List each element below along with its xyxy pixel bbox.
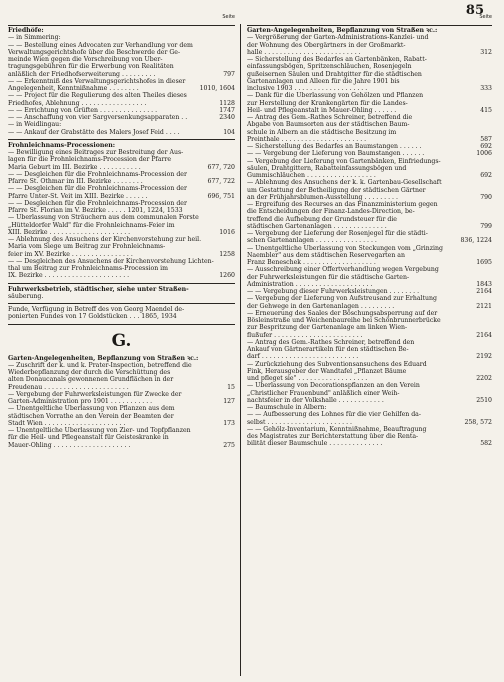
index-entry-line [247,303,492,310]
header-rule [247,25,492,26]
index-entry-line [247,419,492,426]
entry-text: — Überlassung von Sträuchern aus dem communalen Forste [8,214,199,222]
index-entry-line [8,85,235,92]
page-reference: 2121 [476,302,492,310]
entry-text: städtischen Vorrathe an den Verein der Beamten der [8,412,174,420]
entry-text: darf . . . . . . . . . . . . . . . . . . . . . . . . . [247,353,359,361]
page-reference: 790 [480,193,492,201]
index-entry-line [8,42,235,49]
index-entry-line [8,71,235,78]
index-entry-line [8,78,235,85]
index-entry-line [8,171,235,178]
index-entry-line [8,243,235,250]
entry-text: — — Erkenntniß des Verwaltungsgerichtshofes in dieser [8,77,186,85]
index-entry-line [8,258,235,265]
index-entry-line [247,150,492,157]
entry-text: Stadt Wien . . . . . . . . . . . . . . . . . . . . . [8,419,126,427]
entry-text: Pfarre St. Florian im V. Bezirke . . . . . 1201, 1224, 1533 [8,207,183,214]
index-entry-line [8,56,235,63]
index-entry-line [247,92,492,99]
index-entry-line [8,34,235,41]
index-entry-line [8,185,235,192]
index-entry-line [247,390,492,397]
entry-text: bilität dieser Baumschule . . . . . . . . . . . . . . [247,440,383,448]
page-reference: 2164 [476,331,492,339]
entry-text: nachtsfeier in der Volkshalle . . . . . . . . . . . . [247,396,384,404]
entry-text: ponierten Fundes von 17 Goldstücken . . . 1865, 1934 [8,313,177,321]
entry-text: Maria vom Siege um Beitrag zur Frohnleichnams- [8,243,166,251]
index-entry-line [247,237,492,244]
index-entry-line [8,114,235,121]
entry-text: — in Weidlingau: [8,121,62,129]
entry-text: — Vergebung der Lieferung der Rosenjegel für die städti- [247,230,428,237]
index-entry-line [8,164,235,171]
index-entry-line [8,121,235,128]
entry-text: schen Gartenanlagen . . . . . . . . . . . . . . . . [247,237,377,245]
entry-text: Heil- und Pflegeanstalt in Mauer-Öhling . . . . . . [247,106,397,114]
entry-text: — Ausschreibung einer Offertverhandlung wegen Vergebung [247,266,439,274]
index-entry-line [8,200,235,207]
index-entry-line [247,382,492,389]
entry-text: — Erneuerung des Saales der Böschungsabsperrung auf der [247,309,438,317]
index-entry-line [247,397,492,404]
index-entry-line [247,158,492,165]
index-entry-line [247,274,492,281]
page-reference: 1006 [476,150,492,158]
entry-text: G. [111,330,132,351]
entry-text: Abgabe von Baumsorten aus der städtischen Baum- [247,121,410,129]
entry-text: „Hütteldorfer Wald" für die Frohnleichnams-Feier im [8,221,175,229]
index-entry-line [8,405,235,412]
entry-text: thal um Beitrag zur Frohnleichnams-Procession im [8,265,168,272]
page-reference: 582 [480,440,492,448]
index-entry-line [247,121,492,128]
index-entry-line [247,368,492,375]
entry-text: selbst . . . . . . . . . . . . . . . . . . . . . . [247,418,352,426]
entry-text: — — Vergebung der Lieferung von Baumstangen . . . . . . [247,150,425,158]
entry-text: halle . . . . . . . . . . . . . . . . . . . . . . . . . [247,48,361,56]
index-entry-line [247,56,492,63]
entry-text: — — Desgleichen für die Frohnleichnams-Procession der [8,170,187,178]
index-entry-line [8,265,235,272]
entry-text: — — Desgleichen für die Frohnleichnams-Procession der [8,199,187,207]
index-entry-line [8,92,235,99]
left-column [8,14,235,449]
index-entry-line [8,236,235,243]
index-entry-line [247,78,492,85]
index-entry-line [247,179,492,186]
entry-text: — Unentgeltliche Überlassung von Pflanzen aus dem [8,405,175,413]
index-entry-line [247,223,492,230]
section-rule [8,139,235,140]
entry-text: um Gestattung der Betheiligung der städtischen Gärtner [247,186,426,194]
index-entry-line [8,391,235,398]
entry-text: Ankauf von Gärtnerartikeln für den städtischen Be- [247,346,409,353]
index-entry-line [8,149,235,156]
index-entry-line [8,413,235,420]
entry-text: Wiederbepflanzung der durch die Verschüttung des [8,369,171,376]
entry-text: anläßlich der Friedhofserweiterung . . . . . . . . . [8,70,156,78]
section-rule [8,303,235,304]
entry-text: Franz Beneschek . . . . . . . . . . . . . . . . . . . [247,259,376,266]
index-entry-line [247,63,492,70]
page-reference: 333 [480,85,492,92]
entry-text: — Baumschule in Albern: [247,404,327,411]
index-entry-line [247,266,492,273]
page-reference: 2164 [476,288,492,295]
entry-text: Freudenau . . . . . . . . . . . . . . . . . . . . . . [8,383,129,391]
entry-text: „Christlicher Frauenbund" anläßlich einer Weih- [247,389,400,397]
entry-text: die Entscheidungen der Finanz-Landes-Direction, be- [247,208,415,216]
entry-text: des Magistrates zur Berichterstattung über die Renta- [247,433,419,440]
page-reference: 677, 720 [207,163,235,171]
page-reference: 258, 572 [464,418,492,426]
index-entry-line [247,100,492,107]
page-reference: 15 [227,383,235,391]
entry-text: treffend die Aufhebung der Grundsteuer für die [247,215,397,223]
section-letter [8,331,235,351]
index-entry-line [8,63,235,70]
page-reference: 1010, 1604 [199,85,235,92]
index-entry-line [247,310,492,317]
index-entry-line [8,313,235,320]
entry-text: Garten-Administration pro 1901 . . . . . . . . . . . [8,398,153,405]
page-reference: 1128 [219,99,235,107]
index-entry-line [8,229,235,236]
entry-text: — Unentgeltliche Überlassung von Zier- und Topfpflanzen [8,427,191,434]
entry-text: — Antrag des Gem.-Rathes Schreiner, betreffend den [247,338,415,346]
entry-text: inclusive 1903 . . . . . . . . . . . . . . . . . . . [247,85,368,92]
index-entry-line [247,339,492,346]
index-entry-line [247,230,492,237]
entry-text: — — Desgleichen des Ansuchens der Kirchenvorstehung Lichten- [8,257,214,265]
index-entry-line [247,201,492,208]
entry-text: — — Ankauf der Grabstätte des Malers Josef Feid . . . . [8,128,180,136]
entry-text: der Gehwege in den Gartenanlagen . . . . . . . . . [247,302,395,310]
index-entry-line [247,324,492,331]
page-reference: 1695 [476,259,492,266]
entry-text: Naembler" aus dem städtischen Reservegarten an [247,251,405,259]
entry-text: — Unentgeltliche Überlassung von Steckungen vom „Grinzing [247,244,443,252]
entry-text: — — Errichtung von Grüften . . . . . . . . . . . . . . . [8,106,158,114]
page-reference: 2340 [219,114,235,121]
index-entry-line [247,143,492,150]
page-reference: 2510 [476,396,492,404]
page-reference: 2192 [476,353,492,361]
index-entry-line [247,346,492,353]
page-reference: 275 [223,441,235,449]
page-reference: 692 [480,172,492,179]
entry-text: städtischen Gartenanlagen . . . . . . . . . . . . . . [247,222,387,230]
index-entry-line [8,293,235,300]
index-entry-line [8,272,235,279]
page-reference: 696, 751 [207,192,235,200]
index-entry-line [247,375,492,382]
index-entry-line [247,281,492,288]
page-reference: 1016 [219,228,235,236]
page-reference: 2202 [476,375,492,382]
entry-text: Preinthale . . . . . . . . . . . . . . . . . . . . . . [247,135,367,143]
page-reference: 677, 722 [207,178,235,185]
index-entry-line [8,156,235,163]
entry-text: Mauer-Öhling . . . . . . . . . . . . . . . . . . . . [8,441,131,449]
index-entry-line [247,71,492,78]
entry-text: — — Bestellung eines Advocaten zur Verhandlung vor dem [8,41,193,49]
index-entry-line [247,259,492,266]
page-reference: 173 [223,419,235,427]
index-entry-line [8,100,235,107]
page-reference: 692 [480,143,492,150]
index-entry-line [8,129,235,136]
index-entry-line [247,245,492,252]
entry-text: — Sicherstellung des Bedarfes an Baumstangen . . . . . . [247,143,422,150]
index-entry-line [247,433,492,440]
entry-text: — Überlassung von Decorationspflanzen an den Verein [247,382,420,390]
index-heading [8,27,235,34]
page-reference: 799 [480,222,492,230]
index-entry-line [8,442,235,449]
entry-text: — Ablehnung des Ansuchens der Kirchenvorstehung zur heil. [8,236,202,243]
index-entry-line [247,295,492,302]
index-entry-line [247,404,492,411]
entry-text: — Ergreifung des Recurses an das Finanzministerium gegen [247,201,438,208]
page-number: 85 [465,3,484,18]
entry-text: säuberung. [8,292,44,300]
entry-text: Friedhöfe: [8,27,44,34]
index-heading [8,355,235,362]
entry-text: Verwaltungsgerichtshofe über die Beschwerde der Ge- [8,48,181,56]
page-reference: 1747 [219,106,235,114]
section-rule [8,283,235,284]
index-entry-line [8,398,235,405]
entry-text: — Ablehnung des Ansuchens der k. k. Gartenbau-Gesellschaft [247,179,442,187]
entry-text: Frohnleichnams-Processionen: [8,141,116,149]
entry-text: für die Heil- und Pflegeanstalt für Geisteskranke in [8,434,169,442]
entry-text: und pfleget sie" . . . . . . . . . . . . . . . . . . [247,375,368,382]
index-entry-line [8,207,235,214]
index-entry-line [247,172,492,179]
index-entry-line [8,376,235,383]
entry-text: Fink, Herausgeber der Wandtafel „Pflanzet Bäume [247,367,407,375]
index-entry-line [247,332,492,339]
entry-text: — Sicherstellung des Bedarfes an Gartenbänken, Rabatt- [247,56,427,63]
entry-text: der Wohnung des Obergärtners in der Großmarkt- [247,41,406,49]
entry-text: Funde, Verfügung in Betreff des von Georg Maendel de- [8,306,185,313]
entry-text: schule in Albern an die städtische Besitzung im [247,128,397,136]
entry-text: XIII. Bezirke . . . . . . . . . . . . . . . . . . . . . [8,228,131,236]
index-entry-line [8,49,235,56]
entry-text: zur Herstellung der Krankengärten für die Landes- [247,99,408,107]
page-reference: 1260 [219,272,235,280]
index-entry-line [247,49,492,56]
index-entry-line [247,136,492,143]
index-heading [8,142,235,149]
column-divider [240,24,241,676]
right-column [247,14,492,448]
entry-text: säulen, Drahtgittern, Rabatteinfassungsbögen und [247,164,407,172]
index-heading [247,27,492,34]
page-reference: 1258 [219,250,235,258]
entry-text: IX. Bezirke . . . . . . . . . . . . . . . . . . . . . . [8,272,130,280]
index-entry-line [8,427,235,434]
entry-text: feier im XV. Bezirke . . . . . . . . . . . . . . . . [8,250,133,258]
entry-text: Pfarre St. Othmar im III. Bezirke . . . . . . . . [8,178,143,185]
index-entry-line [8,306,235,313]
column-head-label: Seite [222,14,235,20]
index-entry-line [247,85,492,92]
entry-text: Gummischläuchen . . . . . . . . . . . . . . . . . . [247,172,376,179]
index-entry-line [8,434,235,441]
index-entry-line [247,107,492,114]
index-entry-line [247,216,492,223]
index-entry-line [247,187,492,194]
entry-text: — Vergrößerung der Garten-Administrations-Kanzlei- und [247,34,429,42]
entry-text: Friedhofes, Ablehnung . . . . . . . . . . . . . . . . . [8,99,147,107]
index-entry-line [247,42,492,49]
index-entry-line [8,251,235,258]
entry-text: tragungsgebühren für die Erwerbung von Realitäten [8,63,174,71]
page-reference: 836, 1224 [460,237,492,245]
index-entry-line [247,317,492,324]
index-entry-line [247,34,492,41]
entry-text: — Bewilligung eines Beitrages zur Bestreitung der Aus- [8,149,184,156]
entry-text: — Dank für die Überlassung von Gehölzen und Pflanzen [247,92,424,100]
index-heading [8,286,235,293]
index-entry-line [8,178,235,185]
page-reference: 415 [480,106,492,114]
index-entry-line [247,426,492,433]
entry-text: Garten-Angelegenheiten, Bepflanzung von Straßen ꝛc.: [247,27,438,34]
index-entry-line [247,361,492,368]
index-entry-line [247,252,492,259]
index-entry-line [8,420,235,427]
page-reference: 587 [480,135,492,143]
entry-text: — — Vergebung dieser Fuhrwerksleistungen . . . . . . . . [247,288,420,295]
entry-text: alten Donaucanals gewonnenen Grundflächen in der [8,376,174,384]
entry-text: Maria Geburt im III. Bezirke . . . . . . . . . . . [8,163,141,171]
entry-text: Fuhrwerksbetrieb, städtischer, siehe unter Straßen- [8,285,189,293]
index-entry-line [8,107,235,114]
entry-text: — in Simmering: [8,34,61,42]
index-entry-line [247,129,492,136]
entry-text: an der Frühjahrsblumen-Ausstellung . . . . . . . . . [247,193,398,201]
page-reference: 104 [223,128,235,136]
entry-text: der Fuhrwerksleistungen für die städtische Garten- [247,273,410,281]
entry-text: Administration . . . . . . . . . . . . . . . . . . . . [247,280,373,288]
index-entry-line [8,362,235,369]
entry-text: Pfarre Unter-St. Veit im XIII. Bezirke . . . . . . [8,192,148,200]
entry-text: — — Anschaffung von vier Sargversenkungsapparaten . . [8,114,188,121]
entry-text: — Vergebung der Lieferung von Gartenbänken, Einfriedungs- [247,157,441,165]
entry-text: lagen für die Frohnleichnams-Procession der Pfarre [8,156,172,164]
entry-text: — — Gehölz-Inventarium, Kenntnißnahme, Beauftragung [247,425,427,433]
index-entry-line [8,222,235,229]
entry-text: — — Aufbesserung des Lohnes für die vier Gehilfen da- [247,411,421,419]
column-head-label: Seite [479,14,492,20]
index-entry-line [247,288,492,295]
page-reference: 312 [480,48,492,56]
entry-text: — Antrag des Gem.-Rathes Schreiner, betreffend die [247,114,413,121]
entry-text: flußufer . . . . . . . . . . . . . . . . . . . . . . . [247,331,363,339]
entry-text: — — Desgleichen für die Frohnleichnams-Procession der [8,185,187,193]
entry-text: Garten-Angelegenheiten, Bepflanzung von Straßen ꝛc.: [8,354,199,362]
page-reference: 1843 [476,280,492,288]
entry-text: Gartenanlagen und Alleen für die Jahre 1901 bis [247,77,400,85]
page-reference: 797 [223,70,235,78]
index-entry-line [247,411,492,418]
index-entry-line [8,214,235,221]
index-entry-line [247,440,492,447]
index-entry-line [8,384,235,391]
entry-text: einfassungsbögen, Spritzenschläuchen, Rosenjegeln [247,63,412,71]
index-entry-line [8,193,235,200]
entry-text: zur Bespritzung der Gartenanlage am linken Wien- [247,324,408,332]
entry-text: — Zuschrift der k. und k. Prater-Inspection, betreffend die [8,361,192,369]
index-entry-line [247,353,492,360]
entry-text: Angelegenheit, Kenntnißnahme . . . . . . . . [8,85,139,92]
header-rule [8,25,235,26]
entry-text: gußeisernen Säulen und Drahtgitter für die städtischen [247,70,422,78]
entry-text: — Vergebung der Fuhrwerksleistungen für Zwecke der [8,390,182,398]
index-entry-line [247,114,492,121]
entry-text: — — Project für die Regulierung des alten Theiles dieses [8,92,187,100]
entry-text: — Zurückziehung des Subventionsansuchens des Eduard [247,360,427,368]
index-entry-line [247,165,492,172]
index-entry-line [247,194,492,201]
page-reference: 127 [223,398,235,405]
section-rule [8,324,235,325]
entry-text: meinde Wien gegen die Vorschreibung von Über- [8,56,163,63]
index-entry-line [8,369,235,376]
entry-text: — Vergebung der Lieferung von Aufstreusand zur Erhaltung [247,295,437,303]
entry-text: Bösleinstraße und Weichenbaureihe bei Schönbrunnerbrücke [247,317,441,324]
index-entry-line [247,208,492,215]
